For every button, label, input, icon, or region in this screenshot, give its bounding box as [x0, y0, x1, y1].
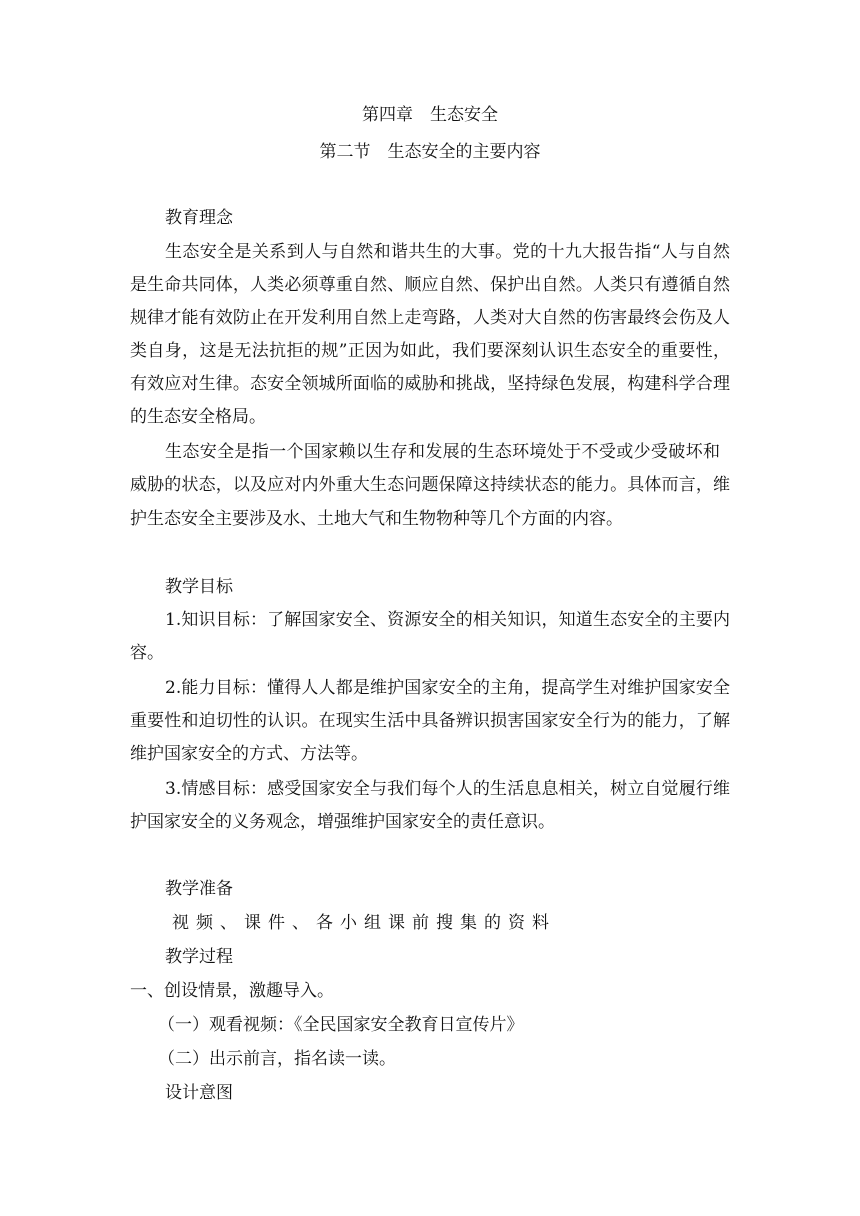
preparation-heading: 教学准备: [165, 879, 233, 899]
objectives-heading: 教学目标: [165, 577, 233, 597]
philosophy-p1-line: 规律才能有效防止在开发利用自然上走弯路，人类对大自然的伤害最终会伤及人: [130, 308, 730, 328]
philosophy-p1-line: 生态安全是关系到人与自然和谐共生的大事。党的十九大报告指“人与自然: [165, 242, 730, 262]
objective-2-line: 2.能力目标：懂得人人都是维护国家安全的主角，提高学生对维护国家安全: [165, 678, 730, 698]
philosophy-p1-line: 是生命共同体，人类必须尊重自然、顺应自然、保护出自然。人类只有遵循自然: [130, 275, 730, 295]
objective-3-line: 3.情感目标：感受国家安全与我们每个人的生活息息相关，树立自觉履行维: [165, 779, 730, 799]
process-step-1: 一、创设情景，激趣导入。: [130, 981, 334, 1001]
process-substep-1: （一）观看视频：《全民国家安全教育日宣传片》: [158, 1015, 524, 1035]
philosophy-p2-line: 生态安全是指一个国家赖以生存和发展的生态环境处于不受或少受破坏和: [165, 442, 720, 462]
objective-1-line: 1.知识目标：了解国家安全、资源安全的相关知识，知道生态安全的主要内: [165, 610, 730, 630]
objective-2-line: 重要性和迫切性的认识。在现实生活中具备辨识损害国家安全行为的能力，了解: [130, 711, 730, 731]
chapter-title: 第四章 生态安全: [362, 105, 498, 125]
philosophy-heading: 教育理念: [165, 208, 233, 228]
philosophy-p1-line: 有效应对生律。态安全领城所面临的威胁和挑战，坚持绿色发展，构建科学合理: [130, 374, 730, 394]
objective-1-line: 容。: [130, 643, 164, 663]
philosophy-p1-line: 类自身，这是无法抗拒的规”正因为如此，我们要深刻认识生态安全的重要性，: [130, 341, 730, 361]
preparation-content: 视频、课件、各小组课前搜集的资料: [172, 913, 556, 933]
philosophy-p1-line: 的生态安全格局。: [130, 407, 266, 427]
process-heading: 教学过程: [165, 947, 233, 967]
design-intent-heading: 设计意图: [165, 1083, 233, 1103]
philosophy-p2-line: 护生态安全主要涉及水、土地大气和生物物种等几个方面的内容。: [130, 509, 623, 529]
objective-3-line: 护国家安全的义务观念，增强维护国家安全的责任意识。: [130, 812, 555, 832]
process-substep-2: （二）出示前言，指名读一读。: [158, 1049, 396, 1069]
section-title: 第二节 生态安全的主要内容: [319, 142, 541, 162]
objective-2-line: 维护国家安全的方式、方法等。: [130, 744, 368, 764]
philosophy-p2-line: 威胁的状态，以及应对内外重大生态问题保障这持续状态的能力。具体而言，维: [130, 475, 730, 495]
